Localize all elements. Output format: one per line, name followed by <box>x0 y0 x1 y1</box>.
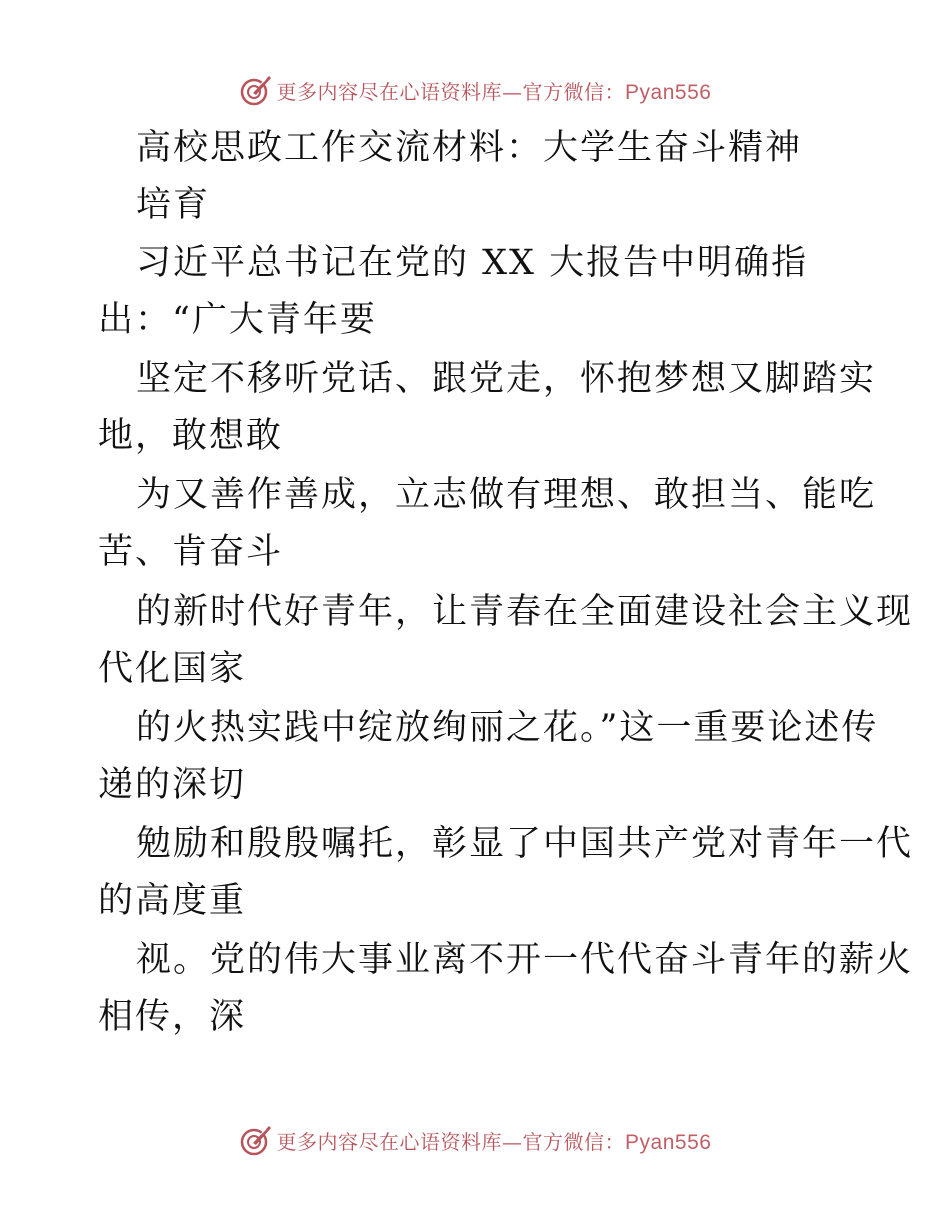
doc-line: 递的深切 <box>98 765 247 805</box>
banner-text: 更多内容尽在心语资料库—官方微信：Pyan556 <box>276 79 712 104</box>
doc-line: 出：“广大青年要 <box>98 300 377 340</box>
doc-line: 苦、肯奋斗 <box>98 532 284 572</box>
doc-line: 的新时代好青年，让青春在全面建设社会主义现 <box>136 592 914 632</box>
quill-logo-icon <box>239 73 273 107</box>
doc-line: 相传，深 <box>98 997 247 1037</box>
doc-line: 坚定不移听党话、跟党走，怀抱梦想又脚踏实 <box>136 359 877 399</box>
wechat-handle: Pyan556 <box>625 80 712 104</box>
doc-line: 地，敢想敢 <box>98 416 284 456</box>
doc-title-line-1: 高校思政工作交流材料：大学生奋斗精神 <box>136 128 803 168</box>
banner-text: 更多内容尽在心语资料库—官方微信：Pyan556 <box>276 1129 712 1154</box>
header-banner <box>0 70 950 110</box>
wechat-handle: Pyan556 <box>625 1130 712 1154</box>
quill-logo-icon <box>239 1123 273 1157</box>
doc-line: 的火热实践中绽放绚丽之花。”这一重要论述传 <box>136 708 879 748</box>
doc-line: 代化国家 <box>98 649 247 689</box>
doc-title-line-2: 培育 <box>136 185 211 225</box>
doc-line: 的高度重 <box>98 881 247 921</box>
doc-line: 习近平总书记在党的 XX 大报告中明确指 <box>136 243 809 283</box>
doc-line: 勉励和殷殷嘱托，彰显了中国共产党对青年一代 <box>136 824 914 864</box>
doc-line: 为又善作善成，立志做有理想、敢担当、能吃 <box>136 475 877 515</box>
footer-banner <box>0 1120 950 1160</box>
doc-line: 视。党的伟大事业离不开一代代奋斗青年的薪火 <box>136 940 914 980</box>
